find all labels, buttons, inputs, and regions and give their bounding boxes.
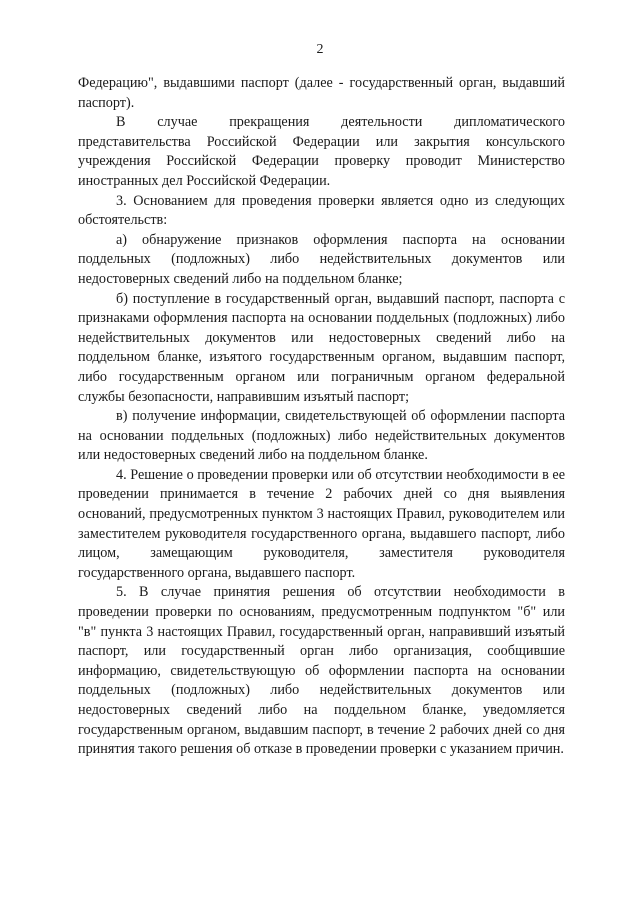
document-body: [78, 74, 565, 760]
paragraph-3-grounds: 3. Основанием для проведения проверки является одно из следующих обстоятельств:: [78, 192, 565, 229]
paragraph-3a: а) обнаружение признаков оформления паспорта на основании поддельных (подложных) либо недействительных документов или недостоверных сведений либо на поддельном бланке;: [78, 231, 565, 287]
paragraph-5-notification: 5. В случае принятия решения об отсутствии необходимости в проведении проверки по основаниям, предусмотренным подпунктом "б" или "в" пункта 3 настоящих Правил, государственный орган, направивший изъятый паспорт, или государственный орган либо организация, сообщившие информацию, свидетельствующую об оформлении паспорта на основании поддельных (подложных) либо недействительных документов или недостоверных сведений либо на поддельном бланке, уведомляется государственным органом, выдавшим паспорт, в течение 2 рабочих дней со дня принятия такого решения об отказе в проведении проверки с указанием причин.: [78, 584, 565, 758]
page-number: 2: [316, 42, 324, 57]
paragraph-continuation: Федерацию", выдавшими паспорт (далее - государственный орган, выдавший паспорт).: [78, 75, 565, 111]
paragraph-mid-closure: В случае прекращения деятельности дипломатического представительства Российской Федерации или закрытия консульского учреждения Российской Федерации проверку проводит Министерство иностранных дел Российской Федерации.: [78, 114, 565, 189]
paragraph-3b: б) поступление в государственный орган, выдавший паспорт, паспорта с признаками оформления паспорта на основании поддельных (подложных) либо недействительных документов или недостоверных сведений либо на поддельном бланке, изъятого государственным органом, выдавшим паспорт, либо государственным органом или пограничным органом федеральной службы безопасности, направившим изъятый паспорт;: [78, 290, 565, 405]
paragraph-3v: в) получение информации, свидетельствующей об оформлении паспорта на основании поддельных (подложных) либо недействительных документов или недостоверных сведений либо на поддельном бланке.: [78, 408, 565, 464]
paragraph-4-decision: 4. Решение о проведении проверки или об отсутствии необходимости в ее проведении принимается в течение 2 рабочих дней со дня выявления оснований, предусмотренных пунктом 3 настоящих Правил, руководителем или заместителем руководителя государственного органа, выдавшего паспорт, либо лицом, замещающим руководителя, заместителя руководителя государственного органа, выдавшего паспорт.: [78, 466, 565, 581]
